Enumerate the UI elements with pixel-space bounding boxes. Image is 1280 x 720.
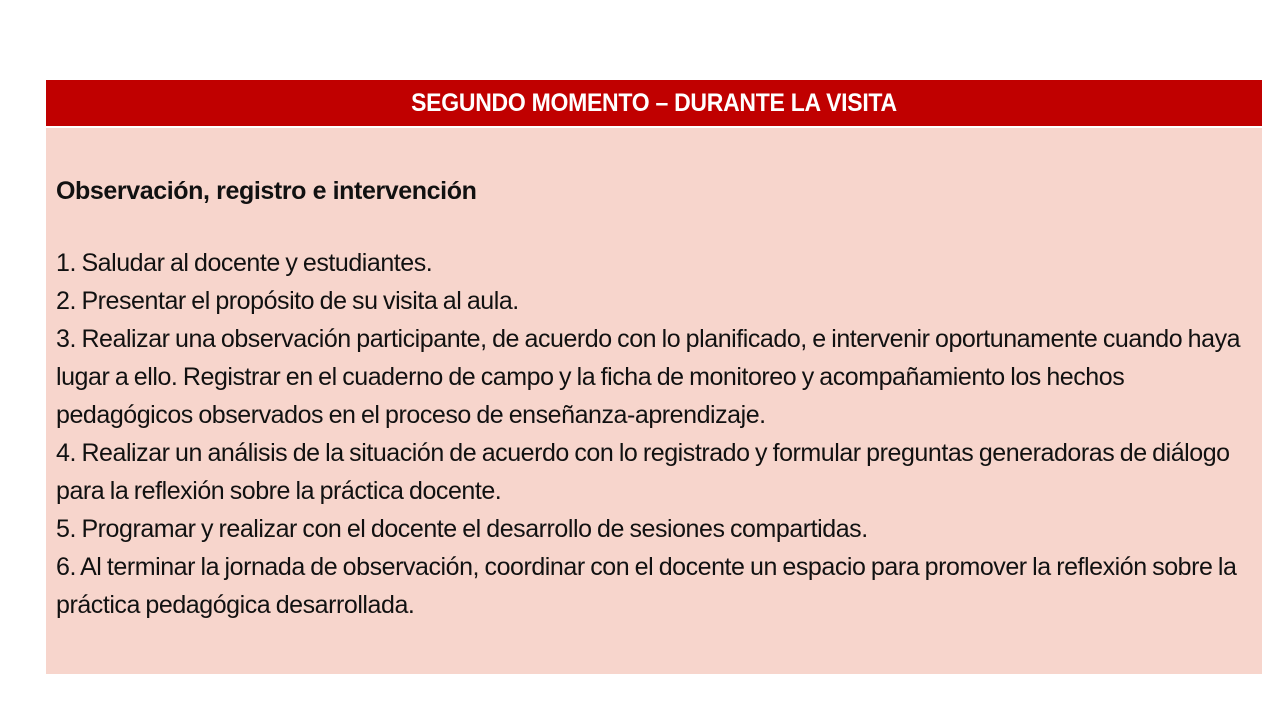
step-item: 3. Realizar una observación participante, de acuerdo con lo planificado, e intervenir oportunamente cuando haya lugar a ello. Registrar en el cuaderno de campo y la ficha de monitoreo y acompañamiento los hechos pedagógicos observados en el proceso de enseñanza-aprendizaje. [56, 325, 1241, 429]
step-item: 4. Realizar un análisis de la situación de acuerdo con lo registrado y formular preguntas generadoras de diálogo para la reflexión sobre la práctica docente. [56, 439, 1230, 505]
content-card [46, 80, 1262, 674]
step-item: 2. Presentar el propósito de su visita al aula. [56, 287, 519, 315]
card-body [46, 128, 1262, 674]
steps-list [56, 244, 1252, 624]
step-item: 1. Saludar al docente y estudiantes. [56, 249, 433, 277]
step-item: 6. Al terminar la jornada de observación, coordinar con el docente un espacio para promover la reflexión sobre la práctica pedagógica desarrollada. [56, 553, 1237, 619]
card-title: SEGUNDO MOMENTO – DURANTE LA VISITA [411, 88, 897, 117]
card-header [46, 80, 1262, 128]
section-title: Observación, registro e intervención [56, 177, 477, 205]
step-item: 5. Programar y realizar con el docente el desarrollo de sesiones compartidas. [56, 515, 868, 543]
